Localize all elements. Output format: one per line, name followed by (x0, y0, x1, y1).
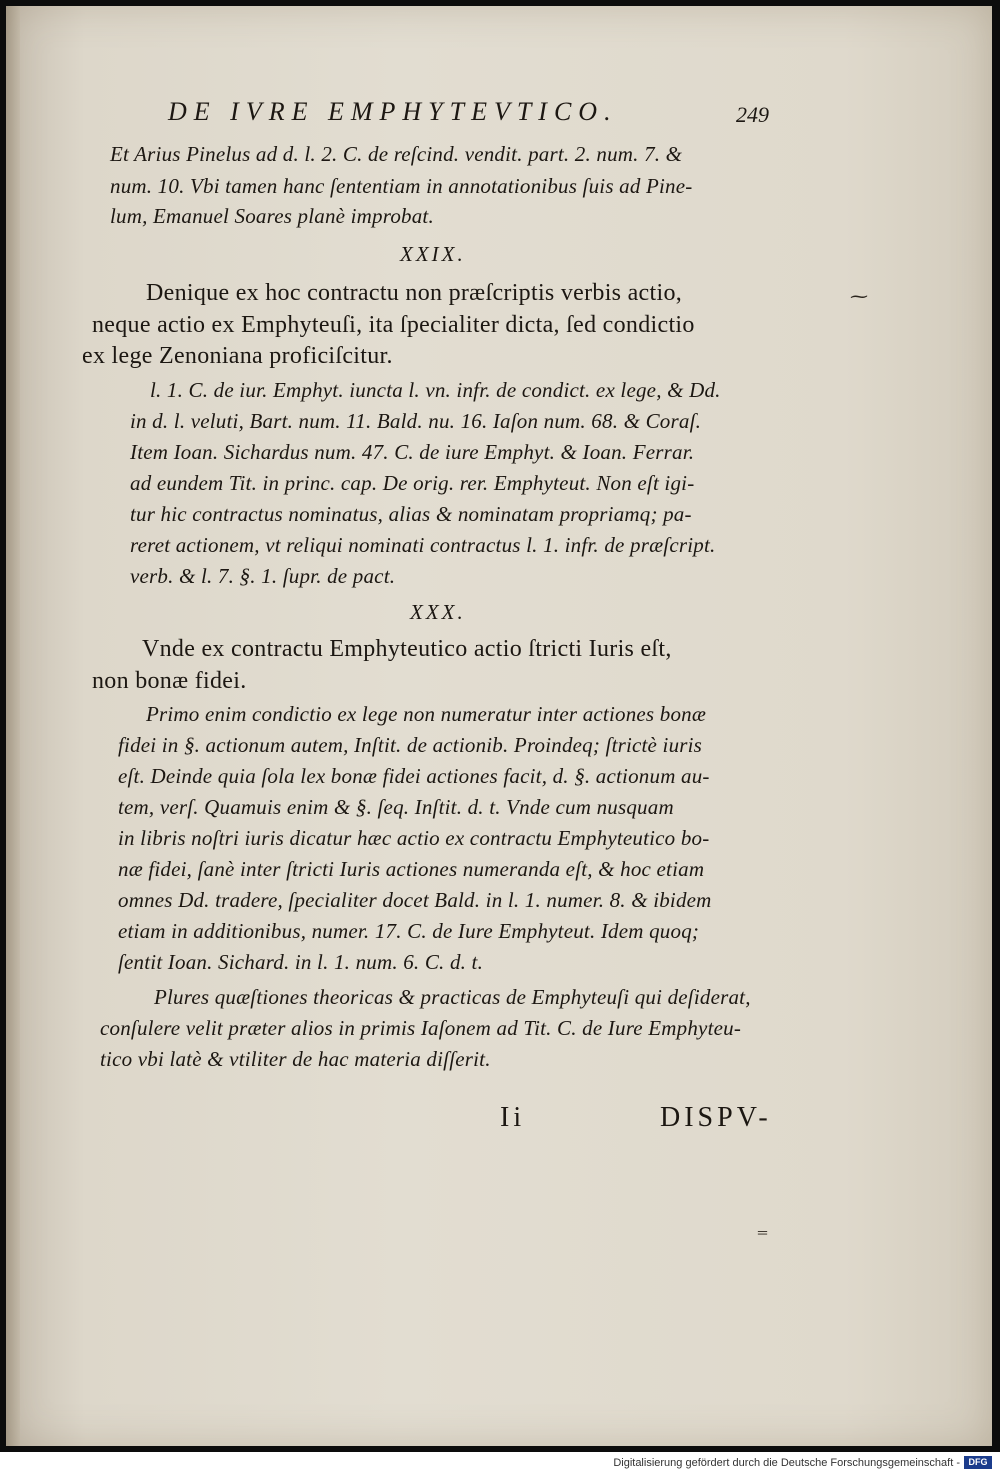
text-line: ad eundem Tit. in princ. cap. De orig. rer. Emphyteut. Non eſt igi- (130, 471, 695, 495)
text-line: Denique ex hoc contractu non præſcriptis verbis actio, (146, 280, 683, 306)
section-number: XXIX. (400, 242, 466, 266)
section-number: XXX. (410, 600, 466, 624)
text-line: tem, verſ. Quamuis enim & §. ſeq. Inſtit. d. t. Vnde cum nusquam (118, 795, 674, 819)
page-gutter (6, 6, 20, 1446)
signature-mark: Ii (500, 1102, 526, 1133)
text-line: eſt. Deinde quia ſola lex bonæ fidei actiones facit, d. §. actionum au- (118, 764, 710, 788)
book-page (6, 6, 992, 1446)
footer-credit: Digitalisierung gefördert durch die Deutsche Forschungsgemeinschaft - (613, 1457, 960, 1469)
text-line: in d. l. veluti, Bart. num. 11. Bald. nu. 16. Iaſon num. 68. & Coraſ. (130, 409, 702, 433)
text-line: næ fidei, ſanè inter ſtricti Iuris actiones numeranda eſt, & hoc etiam (118, 857, 705, 881)
text-line: in libris noſtri iuris dicatur hæc actio ex contractu Emphyteutico bo- (118, 826, 710, 850)
text-line: fidei in §. actionum autem, Inſtit. de actionib. Proindeq; ſtrictè iuris (118, 733, 703, 757)
text-line: tur hic contractus nominatus, alias & nominatam propriamq; pa- (130, 502, 692, 526)
page-number: 249 (736, 102, 769, 127)
catchword: DISPV- (660, 1102, 772, 1133)
dfg-logo: DFG (964, 1456, 992, 1469)
text-line: ex lege Zenoniana proficiſcitur. (82, 343, 393, 369)
text-line: ſentit Ioan. Sichard. in l. 1. num. 6. C. d. t. (118, 950, 484, 974)
text-line: Plures quæſtiones theoricas & practicas de Emphyteuſi qui deſiderat, (154, 985, 751, 1009)
text-line: Et Arius Pinelus ad d. l. 2. C. de reſcind. vendit. part. 2. num. 7. & (110, 142, 683, 166)
text-line: etiam in additionibus, numer. 17. C. de Iure Emphyteut. Idem quoq; (118, 919, 700, 943)
text-line: Vnde ex contractu Emphyteutico actio ſtricti Iuris eſt, (142, 636, 672, 662)
text-line: reret actionem, vt reliqui nominati contractus l. 1. infr. de præſcript. (130, 533, 716, 557)
ink-mark-icon: ⁓ (850, 286, 868, 306)
text-line: Primo enim condictio ex lege non numeratur inter actiones bonæ (146, 702, 707, 726)
text-line: lum, Emanuel Soares planè improbat. (110, 204, 434, 228)
text-line: tico vbi latè & vtiliter de hac materia diſſerit. (100, 1047, 491, 1071)
text-line: l. 1. C. de iur. Emphyt. iuncta l. vn. infr. de condict. ex lege, & Dd. (150, 378, 721, 402)
text-line: verb. & l. 7. §. 1. ſupr. de pact. (130, 564, 396, 588)
text-line: omnes Dd. tradere, ſpecialiter docet Bald. in l. 1. numer. 8. & ibidem (118, 888, 712, 912)
text-line: conſulere velit præter alios in primis Iaſonem ad Tit. C. de Iure Emphyteu- (100, 1016, 742, 1040)
ink-mark-icon: ‗ (758, 1214, 767, 1234)
text-line: non bonæ fidei. (92, 668, 247, 694)
running-title: DE IVRE EMPHYTEVTICO. (168, 97, 618, 126)
text-line: neque actio ex Emphyteuſi, ita ſpecialiter dicta, ſed condictio (92, 312, 695, 338)
text-line: Item Ioan. Sichardus num. 47. C. de iure Emphyt. & Ioan. Ferrar. (130, 440, 695, 464)
text-line: num. 10. Vbi tamen hanc ſententiam in annotationibus ſuis ad Pine- (110, 174, 693, 198)
